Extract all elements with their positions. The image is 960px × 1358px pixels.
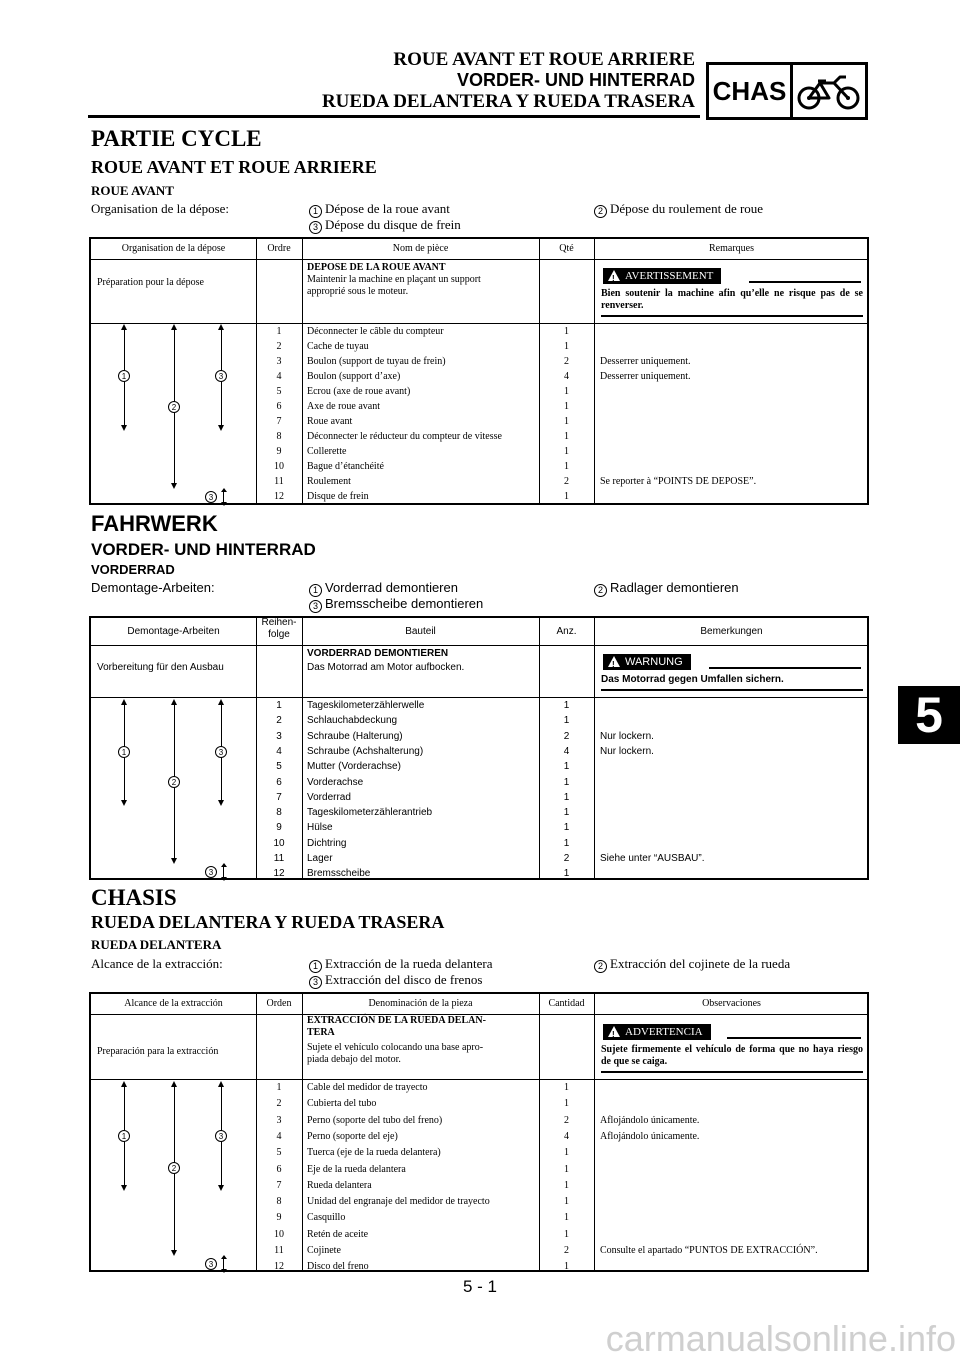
row-part-name: Cubierta del tubo bbox=[307, 1098, 377, 1110]
warning-text: Sujete firmemente el vehículo de forma que no haya riesgo de que se caiga. bbox=[601, 1044, 863, 1067]
row-part-name: Axe de roue avant bbox=[307, 401, 381, 412]
row-quantity: 4 bbox=[564, 371, 569, 382]
prep-title: EXTRACCIÓN DE LA RUEDA DELAN- bbox=[307, 1015, 486, 1026]
row-order: 8 bbox=[276, 807, 282, 819]
row-part-name: Déconnecter le réducteur du compteur de vitesse bbox=[307, 431, 502, 442]
row-order: 12 bbox=[274, 1261, 284, 1273]
row-order: 3 bbox=[276, 356, 282, 367]
diagram-label: 3 bbox=[215, 1130, 227, 1142]
disassembly-table-fr bbox=[89, 237, 869, 505]
prep-label: Vorbereitung für den Ausbau bbox=[97, 662, 224, 673]
col-header: Anz. bbox=[556, 626, 577, 637]
warning-badge: ! ADVERTENCIA bbox=[603, 1024, 711, 1040]
col-header: Alcance de la extracción bbox=[124, 998, 223, 1009]
row-part-name: Roue avant bbox=[307, 416, 353, 427]
row-quantity: 1 bbox=[564, 416, 569, 427]
intro-item: 1 Dépose de la roue avant bbox=[309, 201, 450, 218]
row-quantity: 2 bbox=[564, 1114, 569, 1126]
col-header: Observaciones bbox=[702, 998, 761, 1009]
row-quantity: 1 bbox=[563, 807, 570, 819]
col-header: Demontage-Arbeiten bbox=[127, 626, 220, 637]
row-part-name: Disque de frein bbox=[307, 491, 369, 502]
warning-icon bbox=[608, 270, 620, 281]
warning-rule bbox=[601, 1071, 863, 1073]
prep-text: Sujete el vehículo colocando una base apro- bbox=[307, 1042, 484, 1053]
row-order: 11 bbox=[274, 476, 284, 487]
section-title-de: FAHRWERK bbox=[91, 511, 218, 536]
row-order: 11 bbox=[274, 1245, 284, 1256]
row-quantity: 1 bbox=[563, 868, 570, 880]
row-order: 9 bbox=[276, 446, 282, 457]
prep-title: TERA bbox=[307, 1027, 335, 1038]
row-order: 11 bbox=[273, 853, 285, 864]
intro-item: 2 Dépose du roulement de roue bbox=[594, 201, 763, 218]
row-part-name: Cojinete bbox=[307, 1245, 341, 1256]
intro-label-fr: Organisation de la dépose: bbox=[91, 201, 230, 216]
subsection-title-fr: ROUE AVANT ET ROUE ARRIERE bbox=[91, 157, 377, 177]
col-header: Qté bbox=[559, 243, 574, 254]
row-order: 7 bbox=[276, 416, 282, 427]
row-quantity: 1 bbox=[563, 700, 570, 711]
intro-label-es: Alcance de la extracción: bbox=[91, 956, 223, 971]
row-quantity: 1 bbox=[564, 1196, 569, 1208]
row-quantity: 2 bbox=[563, 730, 570, 742]
range-arrow-small bbox=[223, 866, 224, 878]
warning-rule bbox=[601, 689, 863, 691]
row-part-name: Cache de tuyau bbox=[307, 341, 369, 352]
row-quantity: 1 bbox=[563, 837, 570, 849]
col-header: Denominación de la pieza bbox=[368, 998, 473, 1009]
prep-title: VORDERRAD DEMONTIEREN bbox=[307, 648, 449, 659]
row-order: 1 bbox=[276, 700, 282, 711]
section-title-es: CHASIS bbox=[91, 885, 177, 910]
row-order: 10 bbox=[274, 461, 284, 472]
page-number: 5 - 1 bbox=[462, 1277, 498, 1296]
row-order: 5 bbox=[276, 386, 282, 397]
row-order: 6 bbox=[276, 1163, 282, 1175]
warning-badge: ! WARNUNG bbox=[603, 654, 691, 670]
disassembly-table-de bbox=[89, 616, 869, 880]
row-order: 10 bbox=[273, 837, 285, 849]
row-part-name: Schraube (Achshalterung) bbox=[307, 745, 424, 757]
row-part-name: Lager bbox=[307, 853, 333, 864]
row-order: 5 bbox=[276, 761, 282, 773]
row-quantity: 1 bbox=[564, 491, 569, 502]
row-remark: Nur lockern. bbox=[600, 730, 654, 742]
row-quantity: 4 bbox=[564, 1130, 569, 1142]
row-part-name: Cable del medidor de trayecto bbox=[307, 1082, 428, 1093]
row-order: 7 bbox=[276, 791, 282, 803]
header-title-fr: ROUE AVANT ET ROUE ARRIERE bbox=[393, 49, 695, 70]
diagram-label: 3 bbox=[205, 866, 217, 878]
diagram-label: 3 bbox=[215, 746, 227, 758]
row-quantity: 1 bbox=[564, 1212, 569, 1224]
diagram-label: 1 bbox=[118, 746, 130, 758]
intro-item: 3 Bremsscheibe demontieren bbox=[309, 596, 483, 613]
row-part-name: Tageskilometerzählerantrieb bbox=[307, 807, 433, 819]
col-header: Bemerkungen bbox=[700, 626, 763, 637]
col-header: Bauteil bbox=[405, 626, 436, 637]
col-header: Ordre bbox=[267, 243, 291, 254]
row-quantity: 1 bbox=[564, 1082, 569, 1093]
row-part-name: Vorderrad bbox=[307, 791, 351, 803]
row-order: 8 bbox=[276, 1196, 282, 1208]
row-order: 4 bbox=[276, 1130, 282, 1142]
warning-text: Das Motorrad gegen Umfallen sichern. bbox=[601, 674, 784, 685]
row-quantity: 1 bbox=[564, 326, 569, 337]
warning-rule bbox=[727, 1037, 861, 1039]
row-part-name: Boulon (support de tuyau de frein) bbox=[307, 356, 446, 367]
disassembly-table-es bbox=[89, 992, 869, 1272]
warning-badge: ! AVERTISSEMENT bbox=[603, 268, 721, 284]
diagram-label: 3 bbox=[205, 1258, 217, 1270]
row-part-name: Casquillo bbox=[307, 1212, 346, 1224]
row-part-name: Perno (soporte del eje) bbox=[307, 1130, 398, 1142]
diagram-label: 2 bbox=[168, 776, 180, 788]
intro-label-de: Demontage-Arbeiten: bbox=[91, 580, 215, 595]
row-remark: Aflojándolo únicamente. bbox=[600, 1114, 700, 1126]
row-remark: Desserrer uniquement. bbox=[600, 356, 691, 367]
row-quantity: 1 bbox=[564, 1261, 569, 1273]
row-part-name: Rueda delantera bbox=[307, 1179, 372, 1191]
row-order: 10 bbox=[274, 1228, 284, 1240]
watermark: carmanualsonline.info bbox=[605, 1318, 956, 1358]
subsection-title-de: VORDER- UND HINTERRAD bbox=[91, 540, 316, 559]
row-quantity: 1 bbox=[564, 1098, 569, 1110]
chapter-label: CHAS bbox=[709, 65, 793, 117]
motorcycle-icon bbox=[793, 65, 865, 117]
row-part-name: Ecrou (axe de roue avant) bbox=[307, 386, 411, 397]
subsubsection-title-de: VORDERRAD bbox=[91, 562, 175, 577]
prep-text: approprié sous le moteur. bbox=[307, 286, 409, 297]
row-order: 3 bbox=[276, 1114, 282, 1126]
warning-rule bbox=[749, 281, 861, 283]
row-order: 4 bbox=[276, 371, 282, 382]
row-quantity: 4 bbox=[563, 745, 570, 757]
row-part-name: Vorderachse bbox=[307, 776, 364, 788]
row-remark: Aflojándolo únicamente. bbox=[600, 1130, 700, 1142]
row-part-name: Unidad del engranaje del medidor de trayecto bbox=[307, 1196, 490, 1208]
intro-item: 2 Radlager demontieren bbox=[594, 580, 739, 597]
section-title-fr: PARTIE CYCLE bbox=[91, 126, 262, 151]
prep-text: Maintenir la machine en plaçant un support bbox=[307, 274, 481, 285]
warning-icon bbox=[608, 656, 620, 667]
row-part-name: Dichtring bbox=[307, 837, 347, 849]
row-order: 12 bbox=[273, 868, 285, 880]
row-part-name: Retén de aceite bbox=[307, 1228, 369, 1240]
row-part-name: Collerette bbox=[307, 446, 347, 457]
row-quantity: 1 bbox=[564, 1163, 569, 1175]
intro-item: 2 Extracción del cojinete de la rueda bbox=[594, 956, 790, 973]
row-order: 2 bbox=[276, 1098, 282, 1110]
warning-icon bbox=[608, 1026, 620, 1037]
warning-text: Bien soutenir la machine afin qu’elle ne risque pas de se renverser. bbox=[601, 288, 863, 311]
row-quantity: 1 bbox=[563, 715, 570, 727]
row-quantity: 1 bbox=[564, 446, 569, 457]
row-part-name: Perno (soporte del tubo del freno) bbox=[307, 1114, 443, 1126]
col-header: folge bbox=[268, 629, 290, 640]
intro-item: 1 Vorderrad demontieren bbox=[309, 580, 458, 597]
row-remark: Siehe unter “AUSBAU”. bbox=[600, 853, 705, 864]
row-order: 3 bbox=[276, 730, 282, 742]
row-order: 2 bbox=[276, 715, 282, 727]
row-part-name: Disco del freno bbox=[307, 1261, 369, 1273]
row-part-name: Eje de la rueda delantera bbox=[307, 1163, 406, 1175]
row-order: 2 bbox=[276, 341, 282, 352]
row-remark: Se reporter à “POINTS DE DEPOSE”. bbox=[600, 476, 757, 487]
col-header: Reihen- bbox=[261, 617, 297, 628]
row-quantity: 1 bbox=[564, 431, 569, 442]
warning-rule bbox=[709, 667, 861, 669]
row-quantity: 1 bbox=[563, 791, 570, 803]
prep-label: Preparación para la extracción bbox=[97, 1046, 219, 1057]
row-quantity: 2 bbox=[564, 1245, 569, 1256]
row-quantity: 1 bbox=[564, 386, 569, 397]
row-quantity: 1 bbox=[564, 341, 569, 352]
row-order: 8 bbox=[276, 431, 282, 442]
row-order: 5 bbox=[276, 1147, 282, 1159]
diagram-label: 1 bbox=[118, 1130, 130, 1142]
diagram-label: 2 bbox=[168, 1162, 180, 1174]
row-quantity: 1 bbox=[564, 1147, 569, 1159]
subsubsection-title-es: RUEDA DELANTERA bbox=[91, 937, 222, 952]
col-header: Orden bbox=[266, 998, 292, 1009]
diagram-label: 3 bbox=[215, 370, 227, 382]
row-part-name: Tageskilometerzählerwelle bbox=[307, 700, 425, 711]
prep-label: Préparation pour la dépose bbox=[97, 277, 204, 288]
row-part-name: Bague d’étanchéité bbox=[307, 461, 384, 472]
diagram-label: 2 bbox=[168, 401, 180, 413]
warning-rule bbox=[601, 315, 863, 317]
header-title-de: VORDER- UND HINTERRAD bbox=[457, 70, 695, 90]
row-part-name: Schraube (Halterung) bbox=[307, 730, 403, 742]
row-quantity: 1 bbox=[564, 401, 569, 412]
col-header: Nom de pièce bbox=[392, 243, 449, 254]
row-quantity: 1 bbox=[563, 822, 570, 834]
row-part-name: Boulon (support d’axe) bbox=[307, 371, 401, 382]
row-order: 7 bbox=[276, 1179, 282, 1191]
intro-item: 1 Extracción de la rueda delantera bbox=[309, 956, 492, 973]
row-remark: Desserrer uniquement. bbox=[600, 371, 691, 382]
prep-title: DEPOSE DE LA ROUE AVANT bbox=[307, 262, 446, 273]
row-quantity: 2 bbox=[564, 476, 569, 487]
intro-item: 3 Dépose du disque de frein bbox=[309, 217, 461, 234]
col-header: Organisation de la dépose bbox=[121, 243, 226, 254]
row-quantity: 1 bbox=[564, 1179, 569, 1191]
prep-text: Das Motorrad am Motor aufbocken. bbox=[307, 662, 465, 673]
row-quantity: 2 bbox=[563, 853, 570, 864]
row-order: 1 bbox=[276, 326, 282, 337]
row-part-name: Mutter (Vorderachse) bbox=[307, 761, 401, 773]
header-title-es: RUEDA DELANTERA Y RUEDA TRASERA bbox=[321, 91, 695, 112]
row-remark: Nur lockern. bbox=[600, 745, 654, 757]
subsubsection-title-fr: ROUE AVANT bbox=[91, 183, 174, 198]
header-rule bbox=[88, 115, 700, 118]
row-part-name: Hülse bbox=[307, 822, 333, 834]
col-header: Remarques bbox=[709, 243, 754, 254]
diagram-label: 1 bbox=[118, 370, 130, 382]
row-order: 4 bbox=[276, 745, 282, 757]
chapter-tab: 5 bbox=[898, 686, 960, 744]
row-order: 1 bbox=[276, 1082, 282, 1093]
diagram-label: 3 bbox=[205, 491, 217, 503]
subsection-title-es: RUEDA DELANTERA Y RUEDA TRASERA bbox=[91, 912, 445, 932]
row-part-name: Déconnecter le câble du compteur bbox=[307, 326, 444, 337]
row-part-name: Tuerca (eje de la rueda delantera) bbox=[307, 1147, 441, 1159]
row-quantity: 1 bbox=[564, 461, 569, 472]
row-remark: Consulte el apartado “PUNTOS DE EXTRACCIÓN”. bbox=[600, 1245, 818, 1256]
row-part-name: Bremsscheibe bbox=[307, 868, 371, 880]
intro-item: 3 Extracción del disco de frenos bbox=[309, 972, 482, 989]
row-quantity: 1 bbox=[564, 1228, 569, 1240]
range-arrow-small bbox=[223, 491, 224, 503]
row-quantity: 1 bbox=[563, 761, 570, 773]
row-order: 6 bbox=[276, 776, 282, 788]
row-order: 12 bbox=[274, 491, 284, 502]
col-header: Cantidad bbox=[548, 998, 585, 1009]
row-quantity: 1 bbox=[563, 776, 570, 788]
prep-text: piada debajo del motor. bbox=[307, 1054, 401, 1065]
row-order: 9 bbox=[276, 822, 282, 834]
row-quantity: 2 bbox=[564, 356, 569, 367]
row-order: 6 bbox=[276, 401, 282, 412]
chapter-badge bbox=[706, 62, 868, 120]
row-part-name: Schlauchabdeckung bbox=[307, 715, 398, 727]
row-order: 9 bbox=[276, 1212, 282, 1224]
row-part-name: Roulement bbox=[307, 476, 351, 487]
range-arrow-small bbox=[223, 1258, 224, 1270]
